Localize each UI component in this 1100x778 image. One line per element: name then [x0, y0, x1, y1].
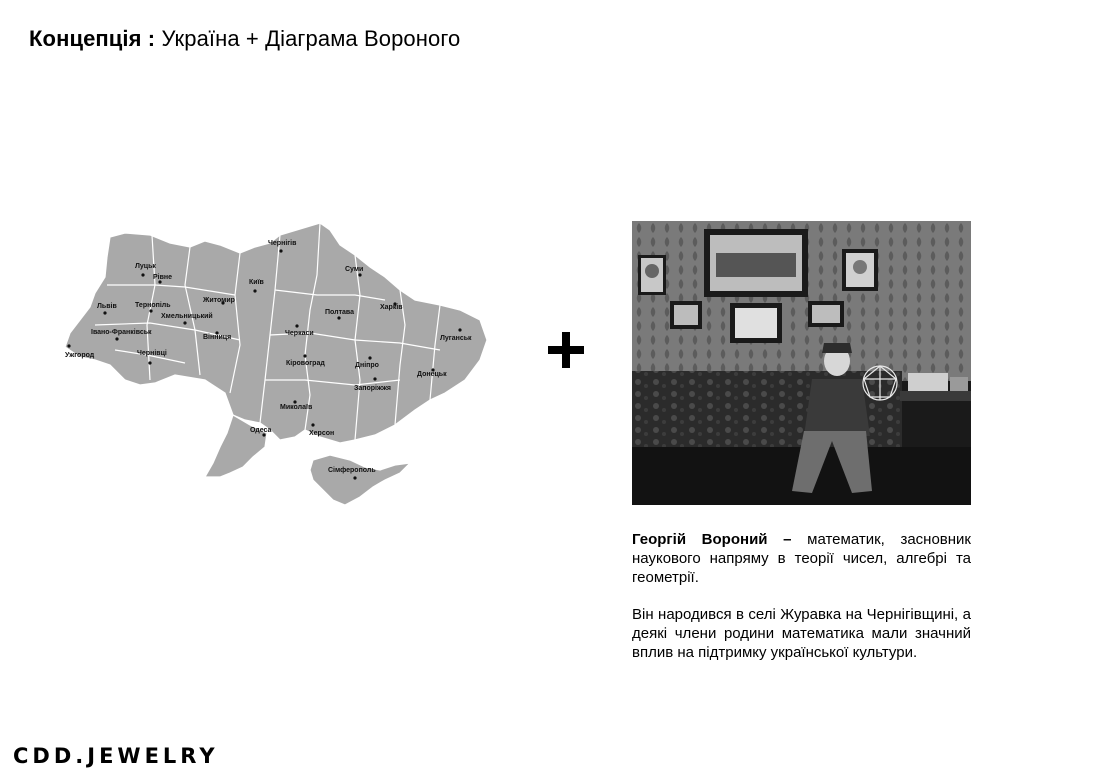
bio-text [632, 530, 971, 680]
title-bold: Концепція : [29, 26, 156, 51]
city-dot [311, 423, 314, 426]
city-label: Ужгород [65, 352, 95, 359]
city-label: Хмельницький [161, 313, 213, 320]
plus-icon [548, 332, 584, 368]
city-dot [183, 321, 186, 324]
city-label: Вінниця [203, 334, 232, 341]
city-label: Рівне [153, 274, 173, 281]
photo-scene [632, 221, 971, 505]
city-dot [295, 324, 298, 327]
city-dot [141, 273, 144, 276]
bio-name: Георгій Вороний – [632, 531, 792, 548]
city-label: Херсон [309, 430, 335, 437]
city-label: Черкаси [285, 330, 314, 337]
crimea [310, 455, 410, 505]
ukraine-map [55, 215, 495, 510]
city-dot [103, 311, 106, 314]
city-label: Донецьк [417, 371, 447, 378]
page-title [29, 26, 460, 52]
city-dot [368, 356, 371, 359]
bio-paragraph-1 [632, 530, 971, 587]
bio-p1-text: математик, засновник наукового напряму в теорії чисел, алгебрі та геометрії. [632, 531, 971, 586]
city-dot [458, 328, 461, 331]
city-dot [373, 377, 376, 380]
city-label: Сімферополь [328, 467, 376, 474]
city-label: Луцьк [135, 263, 156, 270]
city-label: Київ [249, 279, 264, 286]
city-label: Полтава [325, 309, 355, 316]
city-label: Житомир [203, 297, 235, 304]
city-dot [358, 273, 361, 276]
city-label: Дніпро [355, 362, 379, 369]
city-label: Миколаїв [280, 404, 313, 411]
city-dot [148, 361, 151, 364]
city-label: Одеса [250, 427, 272, 434]
city-dot [337, 316, 340, 319]
city-label: Харків [380, 304, 403, 311]
city-dot [67, 344, 70, 347]
city-dot [149, 309, 152, 312]
title-rest: Україна + Діаграма Вороного [161, 26, 461, 51]
brand-logo: CDD.JEWELRY [13, 744, 219, 768]
city-label: Луганськ [440, 335, 472, 342]
city-dot [115, 337, 118, 340]
city-label: Запоріжжя [354, 385, 392, 392]
city-dot [303, 354, 306, 357]
bio-paragraph-2: Він народився в селі Журавка на Чернігівщині, а деякі члени родини математика мали значний вплив на підтримку української культури. [632, 606, 971, 661]
city-label: Чернівці [137, 350, 167, 357]
voronoi-portrait-photo [632, 221, 971, 505]
city-label: Чернігів [268, 240, 297, 247]
city-label: Тернопіль [135, 302, 171, 309]
city-label: Кіровоград [286, 360, 325, 367]
city-dot [353, 476, 356, 479]
city-label: Суми [345, 266, 364, 273]
city-dot [253, 289, 256, 292]
city-dot [279, 249, 282, 252]
city-label: Львів [97, 303, 117, 310]
city-label: Івано-Франківськ [91, 329, 152, 336]
